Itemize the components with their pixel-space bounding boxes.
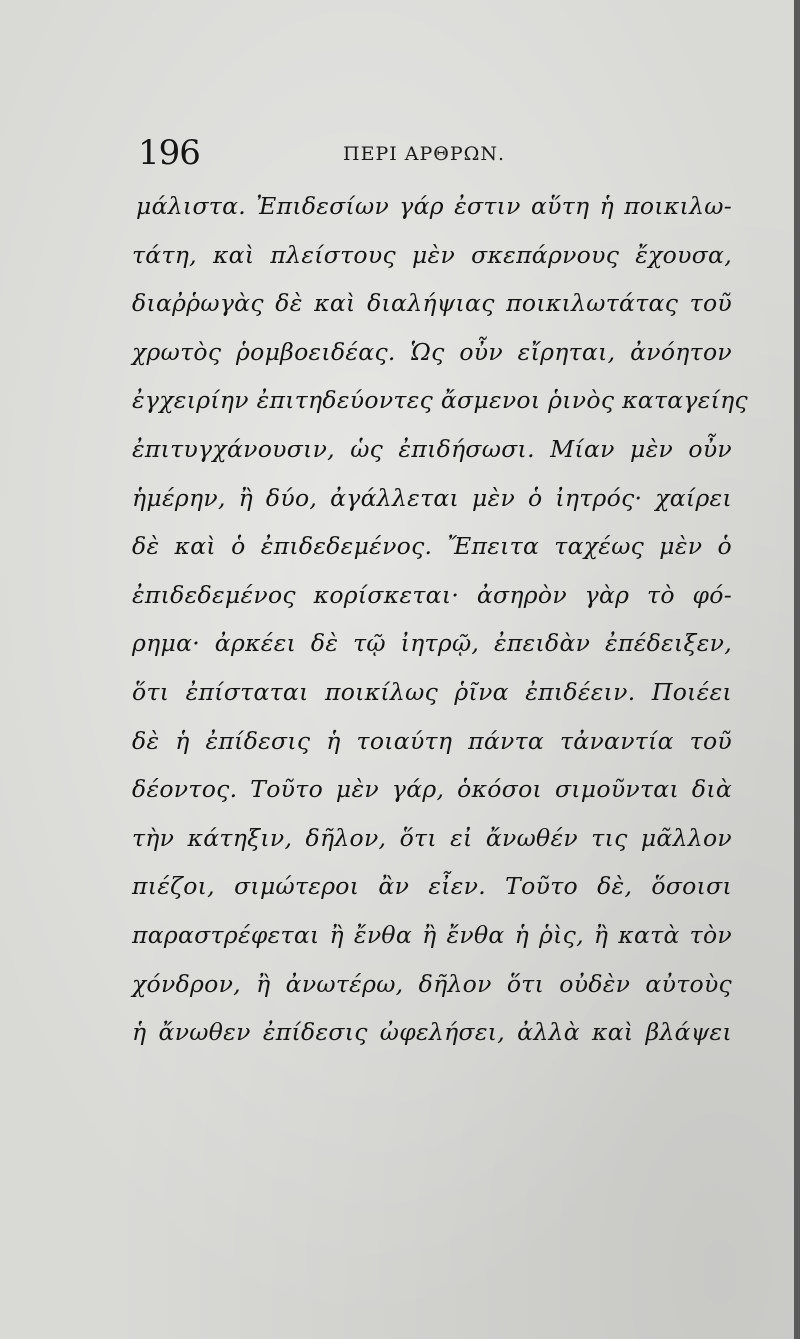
text-line: ὅτι ἐπίσταται ποικίλως ῥῖνα ἐπιδέειν. Ποιέει (132, 677, 732, 706)
text-line: χόνδρον, ἢ ἀνωτέρω, δῆλον ὅτι οὐδὲν αὐτοὺς (132, 969, 732, 998)
text-line: ἡμέρην, ἢ δύο, ἀγάλλεται μὲν ὁ ἰητρός· χαίρει (132, 483, 732, 512)
text-line: δέοντος. Τοῦτο μὲν γάρ, ὁκόσοι σιμοῦνται διὰ (132, 775, 732, 804)
body-text (132, 182, 749, 1057)
text-line: ρημα· ἀρκέει δὲ τῷ ἰητρῷ, ἐπειδὰν ἐπέδειξεν, (132, 629, 732, 658)
running-head: ΠΕΡΙ ΑΡΘΡΩΝ. (343, 143, 506, 165)
text-line: πιέζοι, σιμώτεροι ἂν εἶεν. Τοῦτο δὲ, ὅσοισι (132, 872, 732, 901)
text-line: ἐπιτυγχάνουσιν, ὡς ἐπιδήσωσι. Μίαν μὲν οὖν (132, 434, 732, 463)
text-line: χρωτὸς ῥομβοειδέας. Ὡς οὖν εἴρηται, ἀνόητον (132, 337, 732, 366)
text-line: μάλιστα. Ἐπιδεσίων γάρ ἐστιν αὕτη ἡ ποικιλω- (136, 192, 732, 220)
text-line: τάτη, καὶ πλείστους μὲν σκεπάρνους ἔχουσα, (132, 240, 732, 269)
text-line: δὲ καὶ ὁ ἐπιδεδεμένος. Ἔπειτα ταχέως μὲν ὁ (132, 532, 732, 561)
text-line: ἐπιδεδεμένος κορίσκεται· ἀσηρὸν γὰρ τὸ φό- (132, 580, 732, 609)
text-line: παραστρέφεται ἢ ἔνθα ἢ ἔνθα ἡ ῥὶς, ἢ κατὰ τὸν (132, 920, 732, 949)
text-line: διαῤῥωγὰς δὲ καὶ διαλήψιας ποικιλωτάτας τοῦ (132, 289, 732, 318)
text-line: δὲ ἡ ἐπίδεσις ἡ τοιαύτη πάντα τἀναντία τοῦ (132, 726, 732, 755)
page-edge-shadow (794, 0, 800, 1339)
text-line: ἐγχειρίην ἐπιτηδεύοντες ἄσμενοι ῥινὸς καταγείης (132, 386, 749, 415)
page-header (138, 133, 728, 173)
text-line: τὴν κάτηξιν, δῆλον, ὅτι εἰ ἄνωθέν τις μᾶλλον (132, 823, 732, 852)
text-line: ἡ ἄνωθεν ἐπίδεσις ὠφελήσει, ἀλλὰ καὶ βλάψει (132, 1018, 732, 1047)
page-number: 196 (138, 133, 200, 173)
